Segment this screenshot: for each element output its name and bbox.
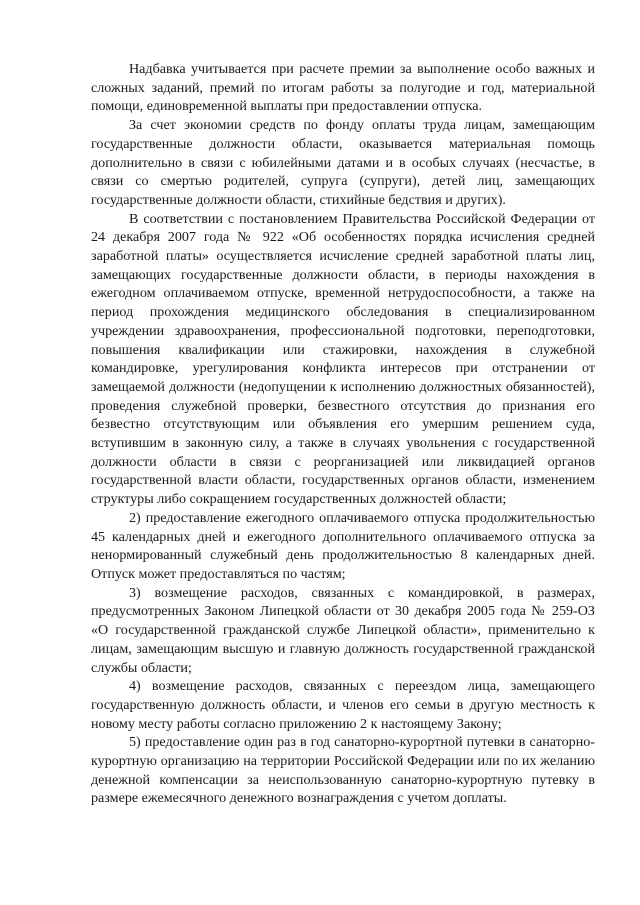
paragraph-item-5-sanatorium: 5) предоставление один раз в год санаторно-курортной путевки в санаторно-курортную организацию на территории Российской Федерации или по их желанию денежной компенсации за неиспользованную санаторно-курортную путевку в размере ежемесячного денежного вознаграждения с учетом доплаты.: [91, 734, 595, 807]
paragraph-material-aid: За счет экономии средств по фонду оплаты труда лицам, замещающим государственные должности области, оказывается материальная помощь дополнительно в связи с юбилейными датами и в особых случаях (несчастье, в связи со смертью родителей, супруга (супруги), детей лиц, замещающих государственные должности области, стихийные бедствия и других).: [91, 117, 595, 208]
paragraph-item-4-relocation: 4) возмещение расходов, связанных с переездом лица, замещающего государственную должность области, и членов его семьи в другую местность к новому месту работы согласно приложению 2 к настоящему Закону;: [91, 678, 595, 732]
document-page: [91, 60, 595, 808]
paragraph-item-3-business-trip: 3) возмещение расходов, связанных с командировкой, в размерах, предусмотренных Законом Липецкой области от 30 декабря 2005 года № 259-ОЗ «О государственной гражданской службе Липецкой области», применительно к лицам, замещающим высшую и главную должность государственной гражданской службы области;: [91, 584, 595, 676]
paragraph-item-2-leave: 2) предоставление ежегодного оплачиваемого отпуска продолжительностью 45 календарных дней и ежегодного дополнительного оплачиваемого отпуска за ненормированный служебный день продолжительностью 8 календарных дней. Отпуск может предоставляться по частям;: [91, 509, 595, 582]
paragraph-average-salary: В соответствии с постановлением Правительства Российской Федерации от 24 декабря 2007 года № 922 «Об особенностях порядка исчисления средней заработной платы» осуществляется исчисление средней заработной платы лиц, замещающих государственные должности области, в периоды нахождения в ежегодном оплачиваемом отпуске, временной нетрудоспособности, а также на период прохождения медицинского обследования в специализированном учреждении здравоохранения, профессиональной подготовки, переподготовки, повышения квалификации или стажировки, нахождения в служебной командировке, урегулирования конфликта интересов при отстранении от замещаемой должности (недопущении к исполнению должностных обязанностей), проведения служебной проверки, безвестного отсутствия до признания его безвестно отсутствующим или объявления его умершим решением суда, вступившим в законную силу, а также в случаях увольнения с государственной должности области в связи с реорганизацией или ликвидацией органов государственной власти области, государственных органов области, изменением структуры либо сокращением государственных должностей области;: [91, 210, 595, 508]
paragraph-bonus-calculation: Надбавка учитывается при расчете премии за выполнение особо важных и сложных заданий, премий по итогам работы за полугодие и год, материальной помощи, единовременной выплаты при предоставлении отпуска.: [91, 61, 595, 115]
